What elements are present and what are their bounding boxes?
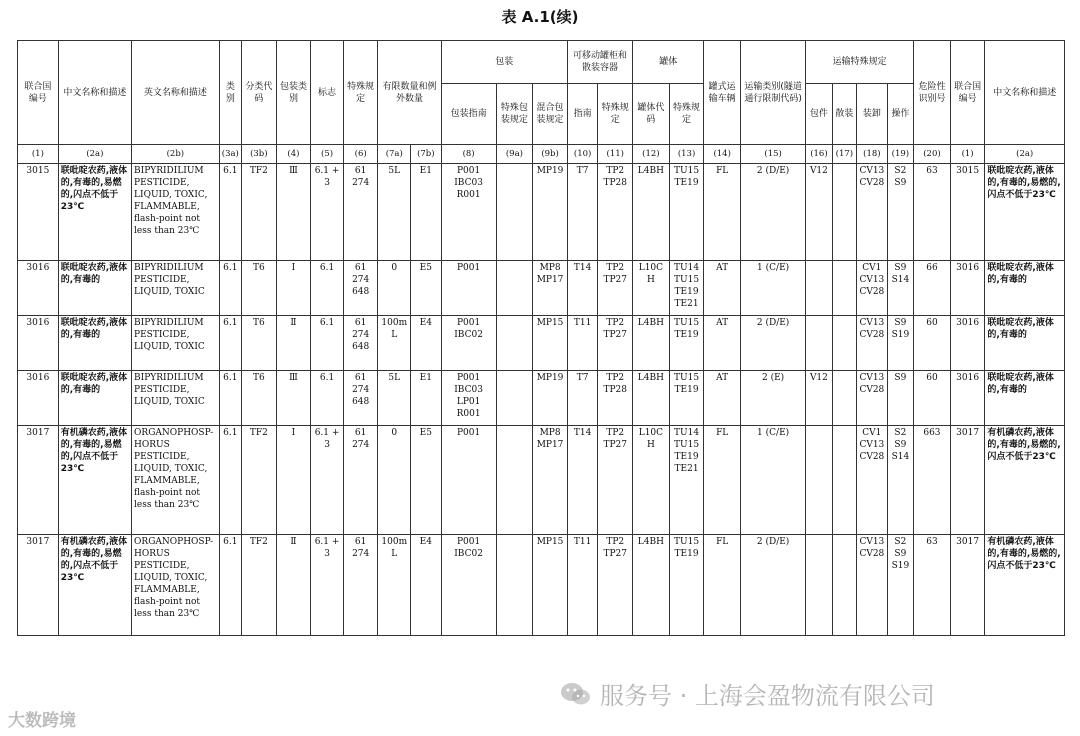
column-number: (2a) <box>985 145 1065 164</box>
cell-un-no-2: 3016 <box>950 371 985 426</box>
cell-portable-special: TP2 TP27 <box>598 426 633 535</box>
cell-special-pack <box>496 164 533 261</box>
cell-excepted-qty: E5 <box>411 261 442 316</box>
header-hazard-id: 危险性识别号 <box>914 41 951 145</box>
table-row <box>18 371 1065 426</box>
cell-name-cn: 联吡啶农药,液体的,有毒的 <box>58 316 131 371</box>
cell-tank-vehicle: FL <box>704 535 741 636</box>
cell-transport-category: 1 (C/E) <box>741 426 806 535</box>
header-transport-category: 运输类别(隧道通行限制代码) <box>741 41 806 145</box>
cell-un-no-2: 3016 <box>950 261 985 316</box>
cell-operation: S9 S19 <box>887 316 913 371</box>
cell-mixed-pack: MP15 <box>533 316 568 371</box>
cell-class: 6.1 <box>219 426 241 535</box>
column-number: (5) <box>311 145 344 164</box>
column-number: (3a) <box>219 145 241 164</box>
column-number: (12) <box>633 145 670 164</box>
cell-mixed-pack: MP19 <box>533 371 568 426</box>
cell-limited-qty: 100mL <box>378 316 411 371</box>
cell-hazard-id: 663 <box>914 426 951 535</box>
cell-packages: V12 <box>806 371 832 426</box>
cell-un-no-2: 3015 <box>950 164 985 261</box>
table-row <box>18 426 1065 535</box>
cell-portable-special: TP2 TP27 <box>598 261 633 316</box>
column-number: (15) <box>741 145 806 164</box>
column-number: (11) <box>598 145 633 164</box>
column-number: (7b) <box>411 145 442 164</box>
column-number: (6) <box>343 145 378 164</box>
table-title: 表 A.1(续) <box>501 8 579 26</box>
cell-bulk <box>832 261 856 316</box>
cell-name-cn-2: 联吡啶农药,液体的,有毒的 <box>985 261 1065 316</box>
cell-mixed-pack: MP8 MP17 <box>533 261 568 316</box>
cell-packages <box>806 316 832 371</box>
cell-class-code: TF2 <box>242 164 277 261</box>
cell-tank-code: L4BH <box>633 316 670 371</box>
header-portable-special: 特殊规定 <box>598 84 633 145</box>
cell-loading: CV13 CV28 <box>857 535 888 636</box>
cell-tank-vehicle: AT <box>704 261 741 316</box>
header-portable-tanks: 可移动罐柜和散装容器 <box>567 41 632 84</box>
cell-operation: S2 S9 S19 <box>887 535 913 636</box>
header-packages: 包件 <box>806 84 832 145</box>
column-number: (1) <box>950 145 985 164</box>
cell-operation: S2 S9 <box>887 164 913 261</box>
cell-un-no: 3016 <box>18 316 59 371</box>
cell-tank-special: TU15 TE19 <box>669 371 704 426</box>
header-special-provisions: 特殊规定 <box>343 41 378 145</box>
cell-operation: S2 S9 S14 <box>887 426 913 535</box>
cell-class-code: TF2 <box>242 535 277 636</box>
cell-un-no: 3015 <box>18 164 59 261</box>
cell-packing-group: Ⅱ <box>276 535 311 636</box>
cell-special-provisions: 61 274 648 <box>343 371 378 426</box>
column-number: (8) <box>441 145 496 164</box>
cell-portable-special: TP2 TP27 <box>598 535 633 636</box>
cell-class: 6.1 <box>219 371 241 426</box>
cell-excepted-qty: E1 <box>411 371 442 426</box>
column-number: (13) <box>669 145 704 164</box>
cell-limited-qty: 5L <box>378 164 411 261</box>
cell-labels: 6.1 + 3 <box>311 426 344 535</box>
cell-packing-group: Ⅰ <box>276 426 311 535</box>
cell-special-pack <box>496 261 533 316</box>
cell-bulk <box>832 535 856 636</box>
column-number: (9a) <box>496 145 533 164</box>
cell-tank-code: L10CH <box>633 261 670 316</box>
header-un-no: 联合国编号 <box>18 41 59 145</box>
watermark-left <box>8 706 76 731</box>
header-special-pack: 特殊包装规定 <box>496 84 533 145</box>
cell-name-en: BIPYRIDILIUM PESTICIDE, LIQUID, TOXIC <box>132 316 220 371</box>
cell-class-code: T6 <box>242 371 277 426</box>
cell-name-en: ORGANOPHOSP-HORUS PESTICIDE, LIQUID, TOXIC, FLAMMABLE, flash-point not less than 23℃ <box>132 426 220 535</box>
header-tank-special: 特殊规定 <box>669 84 704 145</box>
cell-name-en: ORGANOPHOSP-HORUS PESTICIDE, LIQUID, TOXIC, FLAMMABLE, flash-point not less than 23℃ <box>132 535 220 636</box>
cell-portable-special: TP2 TP28 <box>598 371 633 426</box>
cell-class: 6.1 <box>219 535 241 636</box>
cell-special-provisions: 61 274 648 <box>343 316 378 371</box>
cell-portable-special: TP2 TP28 <box>598 164 633 261</box>
cell-special-pack <box>496 371 533 426</box>
cell-class-code: T6 <box>242 261 277 316</box>
cell-name-cn: 联吡啶农药,液体的,有毒的 <box>58 261 131 316</box>
cell-tank-special: TU15 TE19 <box>669 316 704 371</box>
cell-tank-special: TU14 TU15 TE19 TE21 <box>669 426 704 535</box>
cell-mixed-pack: MP8 MP17 <box>533 426 568 535</box>
header-tank: 罐体 <box>633 41 704 84</box>
column-number: (18) <box>857 145 888 164</box>
column-number: (16) <box>806 145 832 164</box>
cell-loading: CV13 CV28 <box>857 371 888 426</box>
cell-un-no: 3016 <box>18 261 59 316</box>
cell-packing-group: Ⅱ <box>276 316 311 371</box>
cell-excepted-qty: E4 <box>411 535 442 636</box>
cell-bulk <box>832 371 856 426</box>
cell-special-pack <box>496 535 533 636</box>
cell-labels: 6.1 <box>311 316 344 371</box>
cell-limited-qty: 100mL <box>378 535 411 636</box>
header-class: 类别 <box>219 41 241 145</box>
cell-labels: 6.1 <box>311 371 344 426</box>
cell-loading: CV13 CV28 <box>857 164 888 261</box>
header-labels: 标志 <box>311 41 344 145</box>
cell-mixed-pack: MP19 <box>533 164 568 261</box>
cell-un-no: 3016 <box>18 371 59 426</box>
cell-hazard-id: 60 <box>914 316 951 371</box>
cell-tank-code: L4BH <box>633 371 670 426</box>
cell-excepted-qty: E4 <box>411 316 442 371</box>
header-special-transport: 运输特殊规定 <box>806 41 914 84</box>
column-number: (17) <box>832 145 856 164</box>
cell-name-cn: 联吡啶农药,液体的,有毒的,易燃的,闪点不低于23℃ <box>58 164 131 261</box>
header-mixed-pack: 混合包装规定 <box>533 84 568 145</box>
cell-transport-category: 2 (D/E) <box>741 164 806 261</box>
cell-packing-group: Ⅲ <box>276 164 311 261</box>
cell-pack-instr: P001 IBC03 LP01 R001 <box>441 371 496 426</box>
cell-labels: 6.1 <box>311 261 344 316</box>
cell-transport-category: 2 (E) <box>741 371 806 426</box>
cell-packages <box>806 535 832 636</box>
cell-special-pack <box>496 316 533 371</box>
cell-hazard-id: 63 <box>914 535 951 636</box>
watermark-right <box>560 676 935 711</box>
header-un-no-2: 联合国编号 <box>950 41 985 145</box>
table-row <box>18 535 1065 636</box>
header-limited-quantities: 有限数量和例外数量 <box>378 41 441 145</box>
cell-operation: S9 S14 <box>887 261 913 316</box>
cell-excepted-qty: E5 <box>411 426 442 535</box>
header-bulk: 散装 <box>832 84 856 145</box>
column-number: (14) <box>704 145 741 164</box>
cell-pack-instr: P001 IBC03 R001 <box>441 164 496 261</box>
header-packing-group: 包装类别 <box>276 41 311 145</box>
cell-special-provisions: 61 274 <box>343 535 378 636</box>
cell-excepted-qty: E1 <box>411 164 442 261</box>
cell-tank-vehicle: FL <box>704 426 741 535</box>
cell-portable-instr: T11 <box>567 316 598 371</box>
watermark-right-text: 服务号 · 上海会盈物流有限公司 <box>600 682 935 710</box>
dangerous-goods-table <box>17 40 1065 636</box>
column-number: (1) <box>18 145 59 164</box>
cell-name-en: BIPYRIDILIUM PESTICIDE, LIQUID, TOXIC, FLAMMABLE, flash-point not less than 23℃ <box>132 164 220 261</box>
cell-packages: V12 <box>806 164 832 261</box>
cell-name-cn-2: 有机磷农药,液体的,有毒的,易燃的,闪点不低于23℃ <box>985 426 1065 535</box>
cell-tank-code: L4BH <box>633 164 670 261</box>
cell-tank-vehicle: AT <box>704 316 741 371</box>
cell-special-provisions: 61 274 <box>343 426 378 535</box>
cell-special-pack <box>496 426 533 535</box>
cell-bulk <box>832 426 856 535</box>
table-row <box>18 261 1065 316</box>
cell-un-no: 3017 <box>18 426 59 535</box>
header-pack-instr: 包装指南 <box>441 84 496 145</box>
cell-name-cn: 有机磷农药,液体的,有毒的,易燃的,闪点不低于23℃ <box>58 426 131 535</box>
cell-tank-special: TU14 TU15 TE19 TE21 <box>669 261 704 316</box>
cell-name-cn-2: 联吡啶农药,液体的,有毒的 <box>985 371 1065 426</box>
column-number: (20) <box>914 145 951 164</box>
cell-un-no-2: 3016 <box>950 316 985 371</box>
header-name-cn: 中文名称和描述 <box>58 41 131 145</box>
header-name-en: 英文名称和描述 <box>132 41 220 145</box>
cell-operation: S9 <box>887 371 913 426</box>
header-name-cn-2: 中文名称和描述 <box>985 41 1065 145</box>
cell-transport-category: 2 (D/E) <box>741 535 806 636</box>
cell-packing-group: Ⅲ <box>276 371 311 426</box>
cell-tank-vehicle: FL <box>704 164 741 261</box>
cell-name-cn: 联吡啶农药,液体的,有毒的 <box>58 371 131 426</box>
cell-tank-code: L10CH <box>633 426 670 535</box>
column-number-row <box>18 145 1065 164</box>
cell-mixed-pack: MP15 <box>533 535 568 636</box>
cell-class: 6.1 <box>219 316 241 371</box>
header-loading: 装卸 <box>857 84 888 145</box>
cell-portable-instr: T14 <box>567 426 598 535</box>
cell-limited-qty: 0 <box>378 261 411 316</box>
cell-special-provisions: 61 274 648 <box>343 261 378 316</box>
cell-portable-instr: T14 <box>567 261 598 316</box>
cell-packages <box>806 426 832 535</box>
cell-labels: 6.1 + 3 <box>311 164 344 261</box>
column-number: (3b) <box>242 145 277 164</box>
cell-limited-qty: 0 <box>378 426 411 535</box>
header-class-code: 分类代码 <box>242 41 277 145</box>
cell-bulk <box>832 316 856 371</box>
column-number: (19) <box>887 145 913 164</box>
column-number: (9b) <box>533 145 568 164</box>
cell-special-provisions: 61 274 <box>343 164 378 261</box>
cell-name-en: BIPYRIDILIUM PESTICIDE, LIQUID, TOXIC <box>132 371 220 426</box>
header-tank-vehicle: 罐式运输车辆 <box>704 41 741 145</box>
cell-hazard-id: 63 <box>914 164 951 261</box>
header-operation: 操作 <box>887 84 913 145</box>
cell-hazard-id: 66 <box>914 261 951 316</box>
cell-transport-category: 2 (D/E) <box>741 316 806 371</box>
watermark-left-text: 大数跨境 <box>8 711 76 731</box>
column-number: (4) <box>276 145 311 164</box>
cell-class-code: TF2 <box>242 426 277 535</box>
cell-bulk <box>832 164 856 261</box>
cell-portable-instr: T11 <box>567 535 598 636</box>
header-portable-instr: 指南 <box>567 84 598 145</box>
cell-tank-code: L4BH <box>633 535 670 636</box>
cell-un-no: 3017 <box>18 535 59 636</box>
cell-portable-instr: T7 <box>567 164 598 261</box>
cell-packing-group: Ⅰ <box>276 261 311 316</box>
wechat-icon <box>560 681 592 707</box>
cell-name-cn-2: 有机磷农药,液体的,有毒的,易燃的,闪点不低于23℃ <box>985 535 1065 636</box>
cell-name-en: BIPYRIDILIUM PESTICIDE, LIQUID, TOXIC <box>132 261 220 316</box>
header-packaging: 包装 <box>441 41 567 84</box>
cell-loading: CV1 CV13 CV28 <box>857 261 888 316</box>
column-number: (10) <box>567 145 598 164</box>
cell-class: 6.1 <box>219 164 241 261</box>
table-row <box>18 164 1065 261</box>
cell-transport-category: 1 (C/E) <box>741 261 806 316</box>
column-number: (2a) <box>58 145 131 164</box>
cell-un-no-2: 3017 <box>950 426 985 535</box>
cell-loading: CV1 CV13 CV28 <box>857 426 888 535</box>
cell-hazard-id: 60 <box>914 371 951 426</box>
cell-class: 6.1 <box>219 261 241 316</box>
cell-pack-instr: P001 <box>441 261 496 316</box>
cell-portable-instr: T7 <box>567 371 598 426</box>
cell-labels: 6.1 + 3 <box>311 535 344 636</box>
cell-portable-special: TP2 TP27 <box>598 316 633 371</box>
cell-pack-instr: P001 <box>441 426 496 535</box>
cell-name-cn-2: 联吡啶农药,液体的,有毒的 <box>985 316 1065 371</box>
column-number: (2b) <box>132 145 220 164</box>
cell-name-cn-2: 联吡啶农药,液体的,有毒的,易燃的,闪点不低于23℃ <box>985 164 1065 261</box>
cell-tank-vehicle: AT <box>704 371 741 426</box>
cell-limited-qty: 5L <box>378 371 411 426</box>
cell-packages <box>806 261 832 316</box>
cell-class-code: T6 <box>242 316 277 371</box>
cell-un-no-2: 3017 <box>950 535 985 636</box>
cell-pack-instr: P001 IBC02 <box>441 316 496 371</box>
header-tank-code: 罐体代码 <box>633 84 670 145</box>
cell-name-cn: 有机磷农药,液体的,有毒的,易燃的,闪点不低于23℃ <box>58 535 131 636</box>
column-number: (7a) <box>378 145 411 164</box>
cell-tank-special: TU15 TE19 <box>669 164 704 261</box>
cell-pack-instr: P001 IBC02 <box>441 535 496 636</box>
table-row <box>18 316 1065 371</box>
cell-loading: CV13 CV28 <box>857 316 888 371</box>
cell-tank-special: TU15 TE19 <box>669 535 704 636</box>
